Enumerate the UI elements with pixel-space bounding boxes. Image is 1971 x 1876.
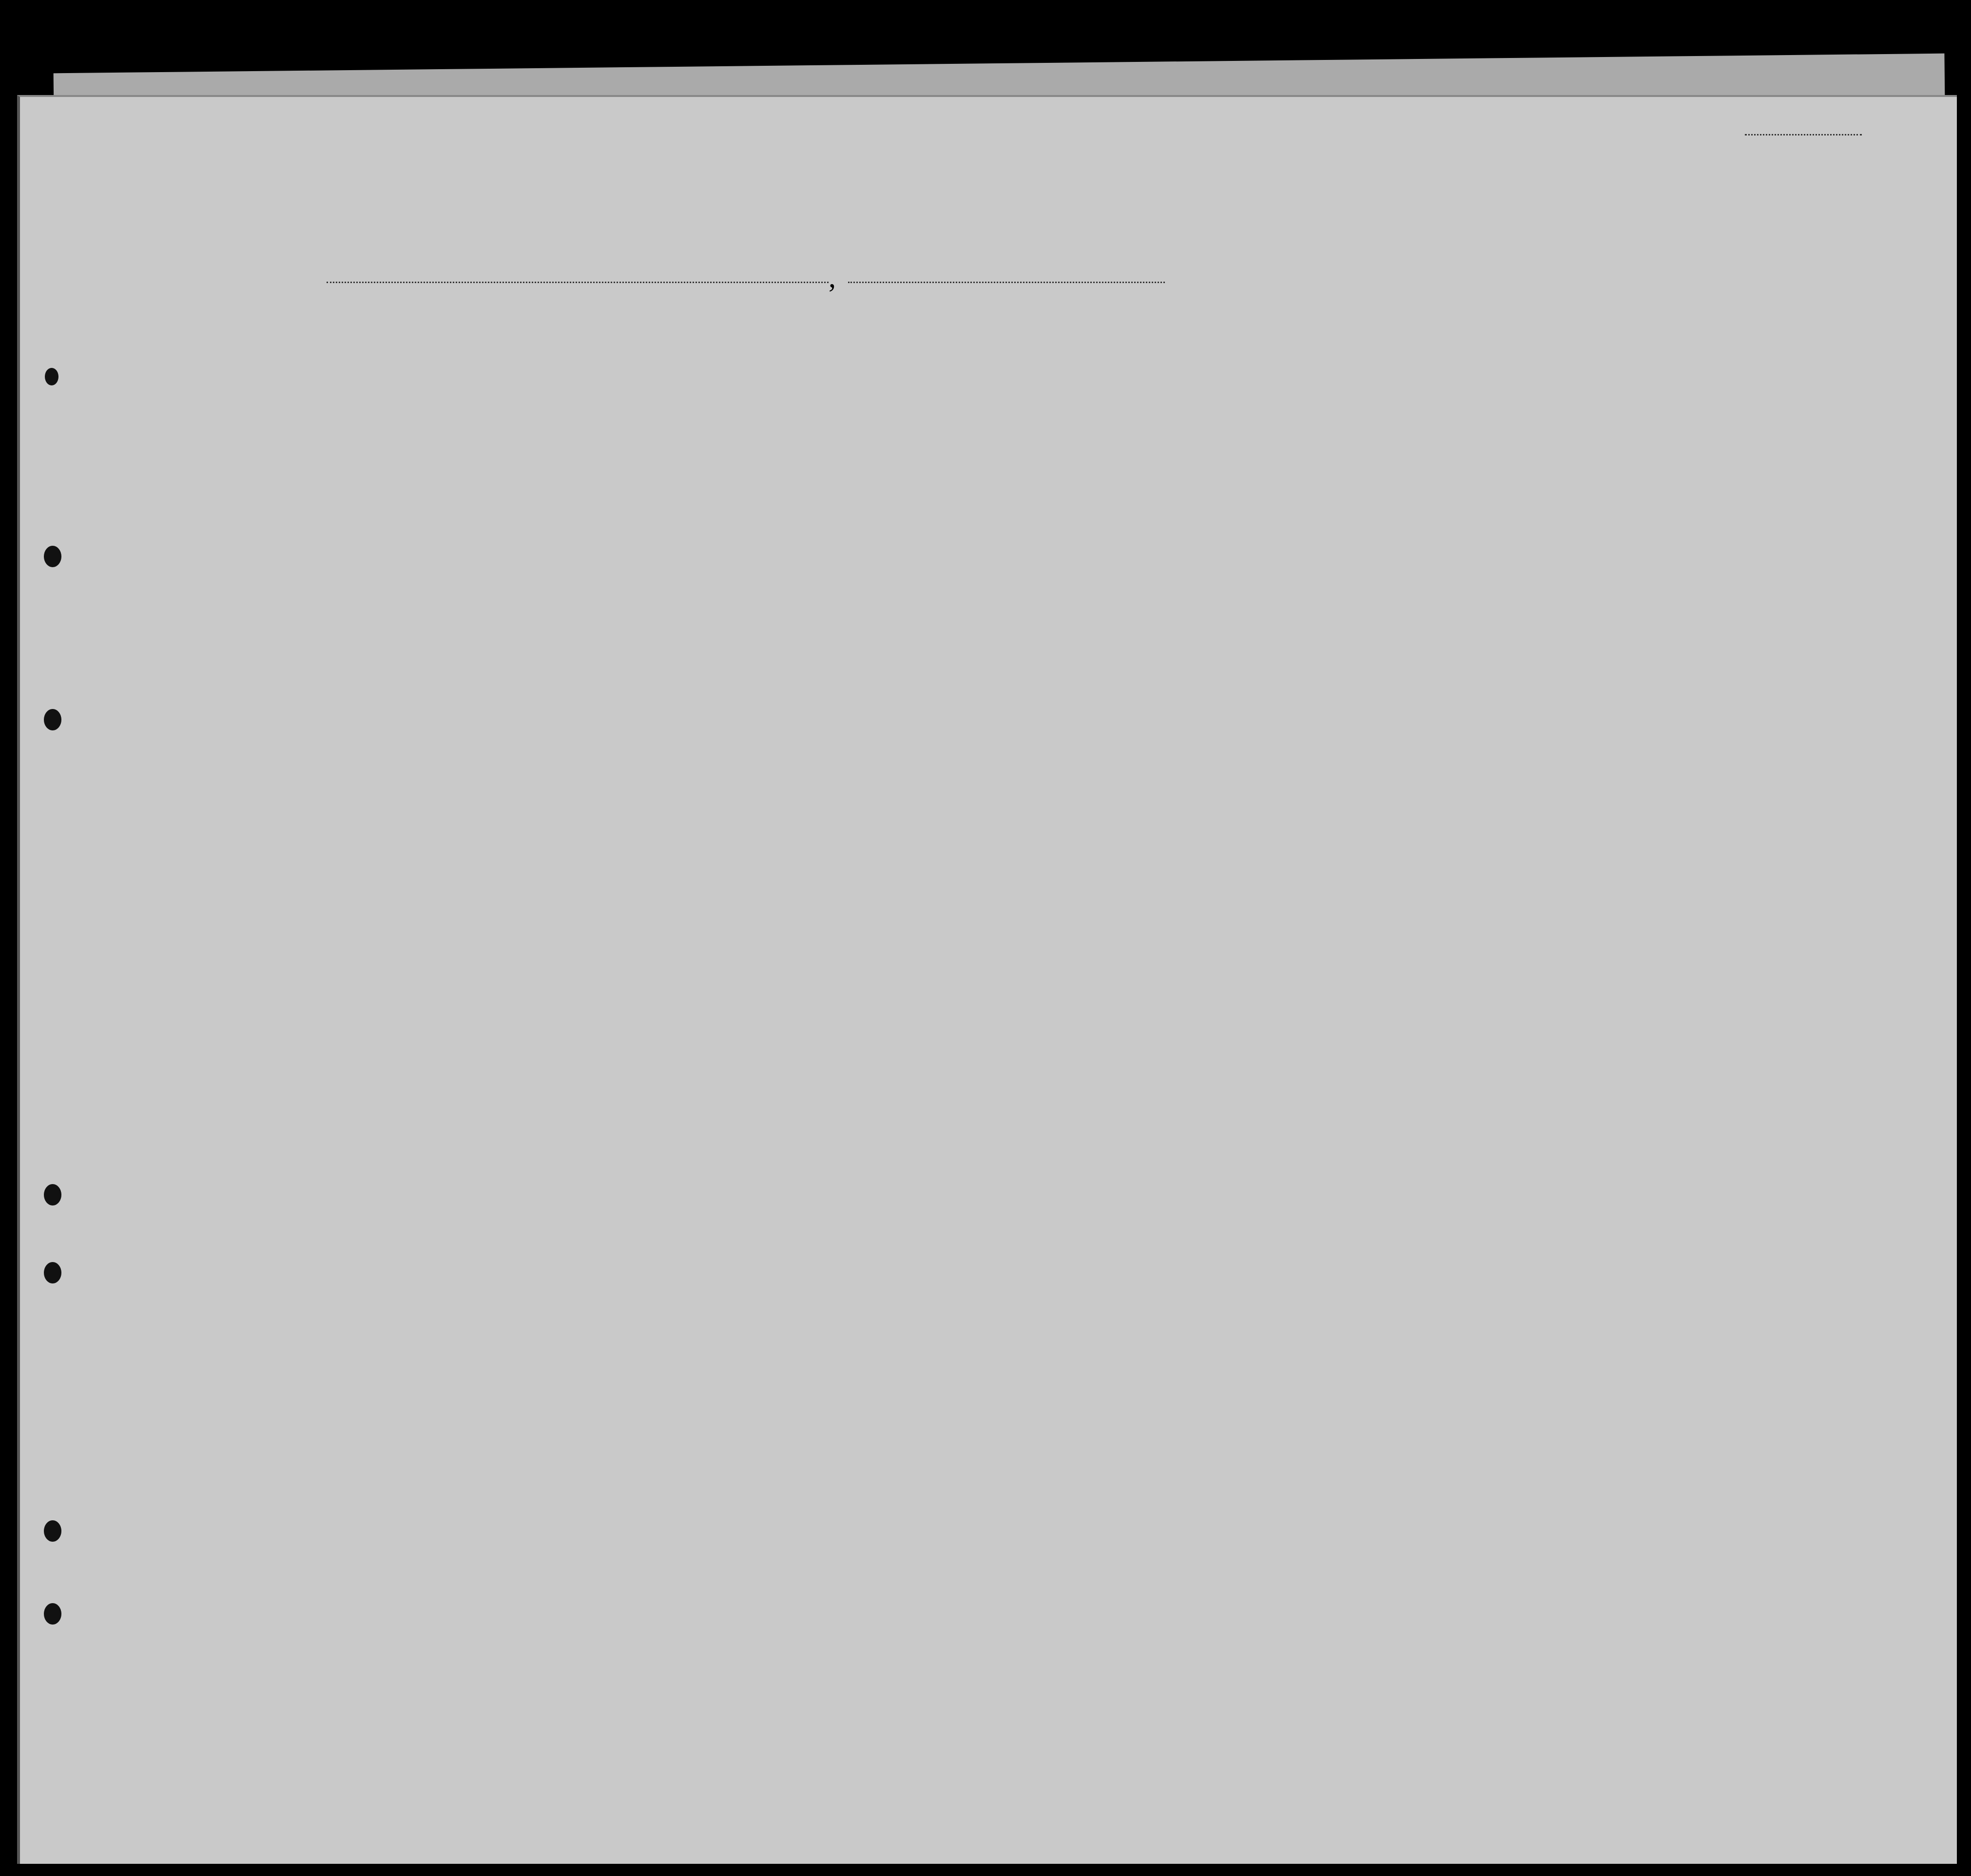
comma: ,	[829, 261, 836, 293]
column-numbers	[0, 308, 1971, 327]
